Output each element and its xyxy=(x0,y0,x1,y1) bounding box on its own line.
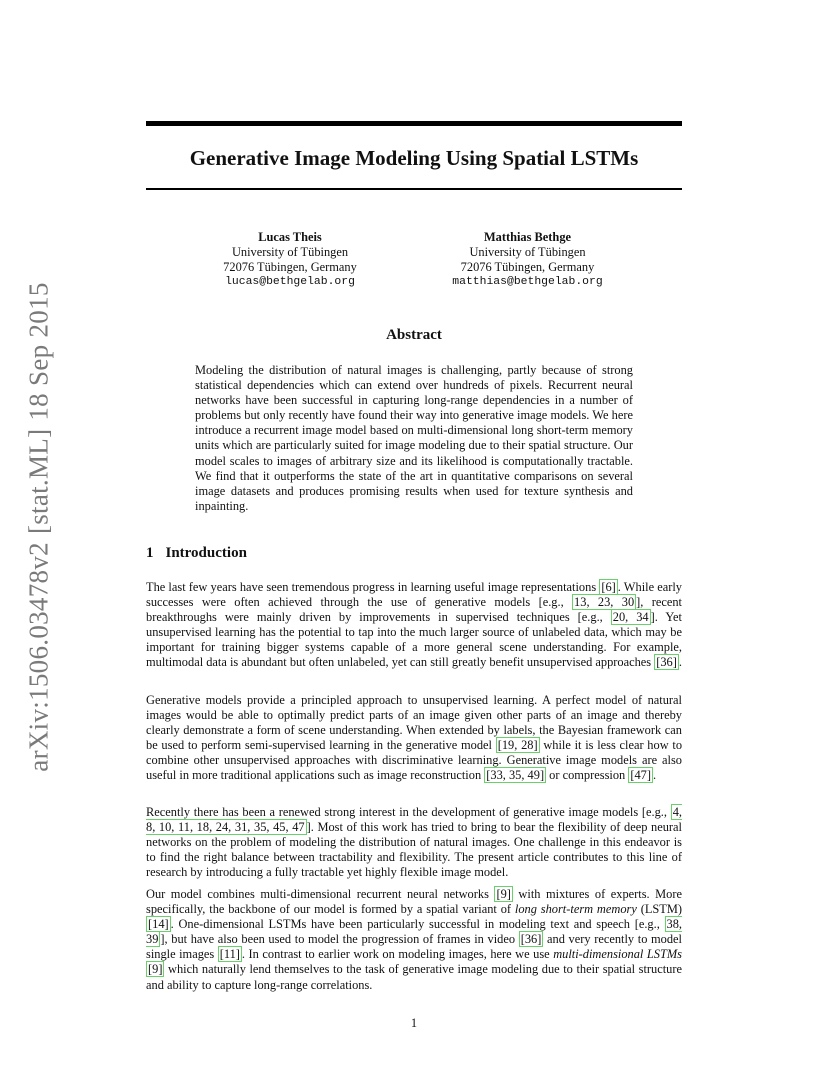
citation-link[interactable]: 4, 8, 10, 11, 18, 24, 31, 35, 45, 47 xyxy=(146,805,682,835)
text-run: Our model combines multi-dimensional recurrent neural networks xyxy=(146,887,495,901)
text-run: with mixtures of experts. More specifically, the backbone of our model is formed by a spatial variant of xyxy=(146,887,683,917)
citation-link[interactable]: [19, 28] xyxy=(497,738,538,753)
text-run: The last few years have seen tremendous progress in learning useful image representations xyxy=(146,580,600,594)
author-affiliation: University of Tübingen xyxy=(469,245,586,259)
text-run: or compression xyxy=(546,768,629,783)
citation-link[interactable]: 38, 39 xyxy=(146,917,682,947)
arxiv-date: 18 Sep 2015 xyxy=(23,282,54,421)
author-address: 72076 Tübingen, Germany xyxy=(460,260,595,274)
intro-paragraph-4 xyxy=(146,887,682,993)
text-run: . While early successes were often achieved through the use of generative models [e.g., xyxy=(146,580,683,610)
text-run: . In contrast to earlier work on modeling images, here we use xyxy=(241,947,554,962)
section-title: Introduction xyxy=(165,545,247,561)
arxiv-identifier xyxy=(24,278,55,775)
emphasis-term: long short-term memory xyxy=(514,902,637,917)
author-email[interactable]: matthias@bethgelab.org xyxy=(452,276,603,288)
arxiv-id: arXiv:1506.03478v2 xyxy=(23,542,54,772)
citation-link[interactable]: [9] xyxy=(148,962,163,977)
author-block-1 xyxy=(200,230,380,290)
text-run: Generative models provide a principled approach to unsupervised learning. A perfect model of natural images would be able to optimally predict parts of an image given other parts of an image and thereby clearly demonstrate a form of scene understanding. When extended by labels, the Bayesian framework can be used to perform semi-supervised learning in the generative model xyxy=(146,693,682,753)
citation-link[interactable]: 20, 34 xyxy=(612,610,649,625)
text-run: . One-dimensional LSTMs have been particularly successful in modeling text and speech [e.g., xyxy=(170,917,665,932)
citation-link[interactable]: [36] xyxy=(656,655,677,670)
section-number: 1 xyxy=(146,545,154,561)
text-run: ]. Yet unsupervised learning has the potential to tap into the much larger source of unlabeled data, which may be important for training bigger systems capable of a more general scene understanding. For example, multimodal data is abundant but often unlabeled, yet can still greatly benefit unsupervised approaches xyxy=(146,610,682,670)
abstract-heading: Abstract xyxy=(386,327,442,343)
author-name: Matthias Bethge xyxy=(483,230,572,244)
title-bottom-rule xyxy=(146,188,682,190)
section-heading xyxy=(146,545,247,562)
text-run: . xyxy=(678,655,682,670)
citation-link[interactable]: [47] xyxy=(630,768,651,783)
intro-paragraph-3 xyxy=(146,805,682,880)
arxiv-category: [stat.ML] xyxy=(23,428,54,535)
citation-link[interactable]: [14] xyxy=(148,917,169,932)
text-run: while it is less clear how to combine other unsupervised approaches with discriminative learning. Generative image models are also useful in more traditional applications such as image reconstruction xyxy=(146,738,683,783)
text-run: which naturally lend themselves to the task of generative image modeling due to their spatial structure and ability to capture long-range correlations. xyxy=(146,962,682,992)
abstract-text: Modeling the distribution of natural images is challenging, partly because of strong statistical dependencies which can extend over hundreds of pixels. Recurrent neural networks have been successful in capturing long-range dependencies in a number of problems but only recently have found their way into generative image models. We here introduce a recurrent image model based on multi-dimensional long short-term memory units which are particularly suited for image modeling due to their spatial structure. Our model scales to images of arbitrary size and its likelihood is computationally tractable. We find that it outperforms the state of the art in quantitative comparisons on several image datasets and produces promising results when used for texture synthesis and inpainting. xyxy=(195,363,633,513)
author-email[interactable]: lucas@bethgelab.org xyxy=(225,276,355,288)
citation-link[interactable]: [6] xyxy=(601,580,616,594)
text-run: Recently there has been a renewed strong interest in the development of generative image models [e.g., xyxy=(146,805,671,819)
paper-title: Generative Image Modeling Using Spatial LSTMs xyxy=(189,146,639,170)
text-run: (LSTM) xyxy=(636,902,683,917)
citation-link[interactable]: [11] xyxy=(219,947,240,962)
citation-link[interactable]: [9] xyxy=(496,887,511,901)
text-run: . xyxy=(652,768,657,783)
intro-paragraph-2 xyxy=(146,693,682,784)
text-run: ], but have also been used to model the progression of frames in video xyxy=(160,932,519,947)
intro-paragraph-1 xyxy=(146,580,682,671)
author-address: 72076 Tübingen, Germany xyxy=(223,260,357,274)
citation-link[interactable]: 13, 23, 30 xyxy=(574,595,635,610)
text-run: ]. Most of this work has tried to bring to bear the flexibility of deep neural networks on the problem of modeling the distribution of natural images. One challenge in this endeavor is to find the right balance between tractability and flexibility. The present article contributes to this line of research by introducing a fully tractable yet highly flexible image model. xyxy=(146,820,682,880)
citation-link[interactable]: [33, 35, 49] xyxy=(486,768,545,783)
author-block-2 xyxy=(435,230,620,290)
author-affiliation: University of Tübingen xyxy=(231,245,349,259)
emphasis-term: multi-dimensional LSTMs xyxy=(553,947,682,962)
text-run: ], recent breakthroughs were mainly driven by improvements in supervised techniques [e.g., xyxy=(146,595,682,625)
page-number: 1 xyxy=(410,1016,418,1030)
citation-link[interactable]: [36] xyxy=(520,932,542,947)
title-top-rule xyxy=(146,121,682,126)
text-run: and very recently to model single images xyxy=(146,932,683,962)
author-name: Lucas Theis xyxy=(258,230,322,244)
